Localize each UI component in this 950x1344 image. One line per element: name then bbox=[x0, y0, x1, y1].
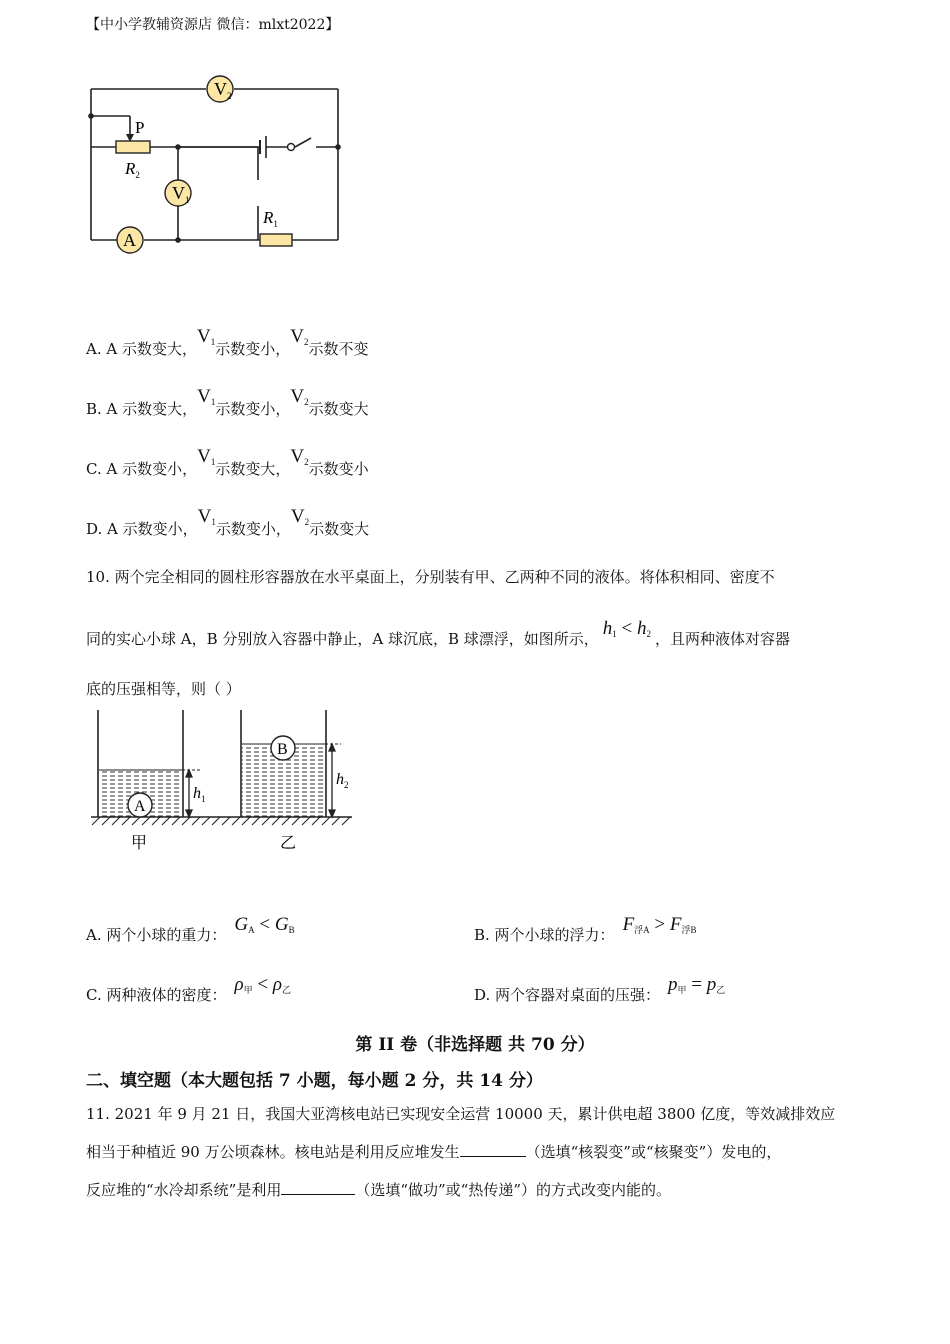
q9-option-a bbox=[86, 326, 369, 360]
option-mid: 示数变小， bbox=[215, 400, 291, 418]
answer-blank-1[interactable] bbox=[460, 1156, 526, 1157]
container-jia-label: 甲 bbox=[131, 835, 148, 852]
option-end: 示数不变 bbox=[308, 340, 369, 358]
v2-symbol: $V_2$ bbox=[290, 506, 310, 527]
option-mid: 示数变小， bbox=[215, 340, 291, 358]
q9-option-d bbox=[86, 506, 370, 540]
container-yi-label: 乙 bbox=[280, 835, 297, 852]
q10-option-d: D. 两个容器对桌面的压强： $p_甲 = p_乙$ bbox=[474, 974, 726, 1004]
q11-line-3: 反应堆的“水冷却系统”是利用 （选填“做功”或“热传递”）的方式改变内能的。 bbox=[86, 1181, 672, 1199]
q10-option-a: A. 两个小球的重力： $G_A < G_B$ bbox=[86, 914, 295, 944]
option-end: 示数变大 bbox=[308, 400, 369, 418]
q10-option-c: C. 两种液体的密度： $\rho_甲 < \rho_乙$ bbox=[86, 974, 291, 1004]
header-watermark: 【中小学教辅资源店 微信：mlxt2022】 bbox=[86, 17, 340, 33]
option-prefix: B. A 示数变大， bbox=[86, 400, 198, 418]
q11-line-2: 相当于种植近 90 万公顷森林。核电站是利用反应堆发生 （选填“核裂变”或“核聚变”）发电的， bbox=[86, 1143, 782, 1161]
v2-label: $V_2$ bbox=[214, 79, 232, 101]
q11-line-1: 11. 2021 年 9 月 21 日，我国大亚湾核电站已实现安全运营 10000 天，累计供电超 3800 亿度，等效减排效应 bbox=[86, 1105, 836, 1123]
r2-label: $R_2$ bbox=[125, 159, 140, 180]
option-mid: 示数变小， bbox=[215, 520, 291, 538]
circuit-diagram bbox=[80, 70, 360, 260]
h1-label: $h_1$ bbox=[193, 785, 206, 804]
option-prefix: C. A 示数变小， bbox=[86, 460, 198, 478]
section-fill-blank-title: 二、填空题（本大题包括 7 小题，每小题 2 分，共 14 分） bbox=[86, 1071, 543, 1091]
q10-line-3: 底的压强相等，则（ ） bbox=[86, 680, 241, 698]
v2-symbol: $V_2$ bbox=[290, 386, 309, 407]
option-end: 示数变大 bbox=[309, 520, 370, 538]
v1-symbol: $V_1$ bbox=[197, 446, 216, 467]
containers-figure bbox=[86, 706, 358, 856]
v1-label: $V_1$ bbox=[172, 183, 190, 205]
v2-symbol: $V_2$ bbox=[290, 446, 309, 467]
v1-symbol: $V_1$ bbox=[196, 326, 216, 347]
option-prefix: D. A 示数变小， bbox=[86, 520, 198, 538]
v1-symbol: $V_1$ bbox=[197, 386, 216, 407]
ball-b-label: B bbox=[277, 741, 288, 758]
q10-line-1: 10. 两个完全相同的圆柱形容器放在水平桌面上，分别装有甲、乙两种不同的液体。将体积相同、密度不 bbox=[86, 568, 775, 586]
part-ii-title: 第 II 卷（非选择题 共 70 分） bbox=[355, 1035, 595, 1055]
q10-option-b: B. 两个小球的浮力： $F_{浮A} > F_{浮B}$ bbox=[474, 914, 697, 944]
h1-lt-h2-expression: $h_1 < h_2$ bbox=[602, 618, 652, 639]
slider-p-label: P bbox=[135, 118, 145, 137]
h2-label: $h_2$ bbox=[336, 771, 349, 790]
v1-symbol: $V_1$ bbox=[197, 506, 216, 527]
option-prefix: A. A 示数变大， bbox=[86, 340, 197, 358]
ammeter-label: A bbox=[123, 230, 136, 250]
answer-blank-2[interactable] bbox=[281, 1194, 355, 1195]
q9-option-b bbox=[86, 386, 369, 420]
option-mid: 示数变大， bbox=[215, 460, 291, 478]
r1-label: $R_1$ bbox=[263, 208, 278, 229]
option-end: 示数变小 bbox=[308, 460, 369, 478]
v2-symbol: $V_2$ bbox=[290, 326, 309, 347]
q10-line-2: 同的实心小球 A，B 分别放入容器中静止，A 球沉底，B 球漂浮，如图所示， $h_1 < h_2$ ，且两种液体对容器 bbox=[86, 618, 791, 648]
ball-a-label: A bbox=[134, 798, 146, 815]
q9-option-c bbox=[86, 446, 369, 480]
